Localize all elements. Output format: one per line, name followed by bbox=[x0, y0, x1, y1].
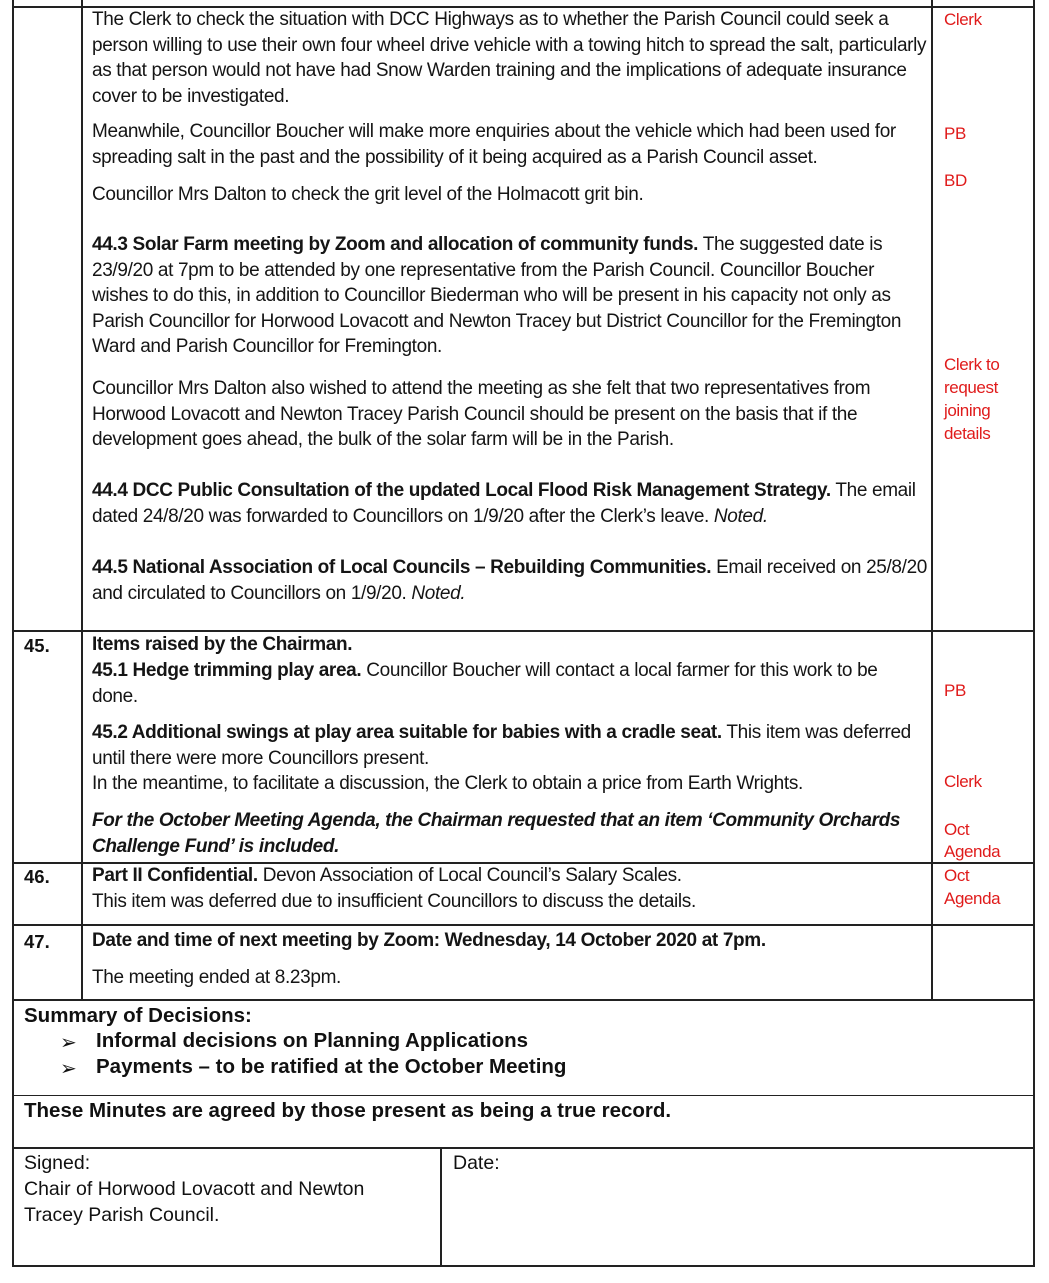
section-44-3-paragraph-2: Councillor Mrs Dalton also wished to attend the meeting as she felt that two representatives from Horwood Lovacott and Newton Tracey Parish Council should be present on the basis that if the development goes ahead, the bulk of the solar farm will be in the Parish. bbox=[92, 378, 871, 450]
section-45-1-heading: 45.1 Hedge trimming play area. bbox=[92, 660, 362, 681]
signed-label: Signed: bbox=[24, 1152, 91, 1174]
section-44-4-noted: Noted. bbox=[713, 505, 768, 527]
item-number-45: 45. bbox=[24, 635, 50, 656]
action-clerk-request-line-2: request bbox=[944, 378, 998, 397]
section-45-1-text: Councillor Boucher will contact a local farmer for this work to be done. bbox=[92, 660, 878, 707]
action-clerk-request-line-4: details bbox=[944, 424, 991, 443]
item-number-46: 46. bbox=[24, 866, 50, 887]
chair-title-line-2: Tracey Parish Council. bbox=[24, 1204, 220, 1226]
action-clerk-price: Clerk bbox=[944, 772, 982, 791]
section-45-1 bbox=[92, 658, 928, 709]
paragraph-vehicle-enquiries: Meanwhile, Councillor Boucher will make more enquiries about the vehicle which had been used for spreading salt in the past and the possibility of it being acquired as a Parish Council asset. bbox=[92, 121, 896, 168]
action-oct-agenda-1-line-2: Agenda bbox=[944, 842, 1001, 861]
item-46-heading: Part II Confidential. bbox=[92, 865, 258, 886]
item-46-line-1 bbox=[92, 863, 928, 889]
summary-item-text: Informal decisions on Planning Applications bbox=[96, 1029, 529, 1052]
section-45-2-line-2: In the meantime, to facilitate a discussion, the Clerk to obtain a price from Earth Wrights. bbox=[92, 773, 803, 794]
minutes-agreed-statement bbox=[24, 1099, 671, 1123]
bullet-arrow-icon: ➢ bbox=[60, 1032, 77, 1054]
section-45-2-heading: 45.2 Additional swings at play area suitable for babies with a cradle seat. bbox=[92, 722, 722, 743]
item-47-heading-text: Date and time of next meeting by Zoom: Wednesday, 14 October 2020 at 7pm. bbox=[92, 930, 766, 951]
summary-title bbox=[24, 1004, 252, 1028]
action-oct-agenda-1-line-1: Oct bbox=[944, 820, 970, 839]
section-45-2-text: This item was deferred until there were more Councillors present. bbox=[92, 722, 911, 769]
section-44-5-heading: 44.5 National Association of Local Councils – Rebuilding Communities. bbox=[92, 557, 712, 578]
summary-item bbox=[96, 1055, 566, 1079]
section-44-5-noted: Noted. bbox=[411, 582, 466, 604]
action-clerk-request-line-1: Clerk to bbox=[944, 355, 1000, 374]
section-44-3 bbox=[92, 232, 928, 360]
section-44-4-text: The email dated 24/8/20 was forwarded to Councillors on 1/9/20 after the Clerk’s leave. bbox=[92, 480, 916, 527]
section-44-4-heading: 44.4 DCC Public Consultation of the updated Local Flood Risk Management Strategy. bbox=[92, 480, 831, 501]
section-44-5 bbox=[92, 555, 928, 606]
section-44-3-heading: 44.3 Solar Farm meeting by Zoom and allocation of community funds. bbox=[92, 234, 699, 255]
action-pb: PB bbox=[944, 124, 966, 143]
summary-item-text: Payments – to be ratified at the October Meeting bbox=[96, 1055, 567, 1078]
item-number-47: 47. bbox=[24, 931, 50, 952]
section-45-chairman-request bbox=[92, 808, 928, 859]
action-pb-hedge: PB bbox=[944, 681, 966, 700]
chair-title-line-1: Chair of Horwood Lovacott and Newton bbox=[24, 1178, 365, 1200]
item-47-meeting-ended: The meeting ended at 8.23pm. bbox=[92, 967, 341, 988]
section-44-3-text: The suggested date is 23/9/20 at 7pm to be attended by one representative from the Parish Council. Councillor Boucher wishes to do this, in addition to Councillor Biederman who will be present in his capacity not only as Parish Councillor for Horwood Lovacott and Newton Tracey but District Councillor for the Fremington Ward and Parish Councillor for Fremington. bbox=[92, 234, 902, 357]
chairman-request-text: For the October Meeting Agenda, the Chairman requested that an item ‘Community Orchards Challenge Fund’ is included. bbox=[92, 810, 901, 857]
summary-title-text: Summary of Decisions: bbox=[24, 1004, 252, 1027]
date-label: Date: bbox=[453, 1152, 500, 1174]
action-oct-agenda-2-line-2: Agenda bbox=[944, 889, 1001, 908]
action-clerk: Clerk bbox=[944, 10, 982, 29]
bullet-arrow-icon: ➢ bbox=[60, 1058, 77, 1080]
section-45-2 bbox=[92, 720, 928, 771]
action-bd: BD bbox=[944, 171, 967, 190]
action-clerk-request-line-3: joining bbox=[944, 401, 991, 420]
action-oct-agenda-2-line-1: Oct bbox=[944, 866, 970, 885]
section-44-4 bbox=[92, 478, 928, 529]
section-44-5-text: Email received on 25/8/20 and circulated to Councillors on 1/9/20. bbox=[92, 557, 928, 604]
paragraph-highways: The Clerk to check the situation with DCC Highways as to whether the Parish Council could seek a person willing to use their own four wheel drive vehicle with a towing hitch to spread the salt, particularly as that person would not have had Snow Warden training and the implications of adequate insurance cover to be investigated. bbox=[92, 9, 927, 107]
item-47-heading bbox=[92, 928, 928, 954]
item-46-text: Devon Association of Local Council’s Salary Scales. bbox=[257, 865, 682, 886]
summary-item bbox=[96, 1029, 528, 1053]
item-46-line-2: This item was deferred due to insufficient Councillors to discuss the details. bbox=[92, 891, 696, 912]
item-45-title bbox=[92, 632, 928, 658]
paragraph-grit-bin: Councillor Mrs Dalton to check the grit level of the Holmacott grit bin. bbox=[92, 184, 644, 205]
item-45-title-text: Items raised by the Chairman. bbox=[92, 634, 353, 655]
minutes-agreed-text: These Minutes are agreed by those present as being a true record. bbox=[24, 1099, 672, 1122]
